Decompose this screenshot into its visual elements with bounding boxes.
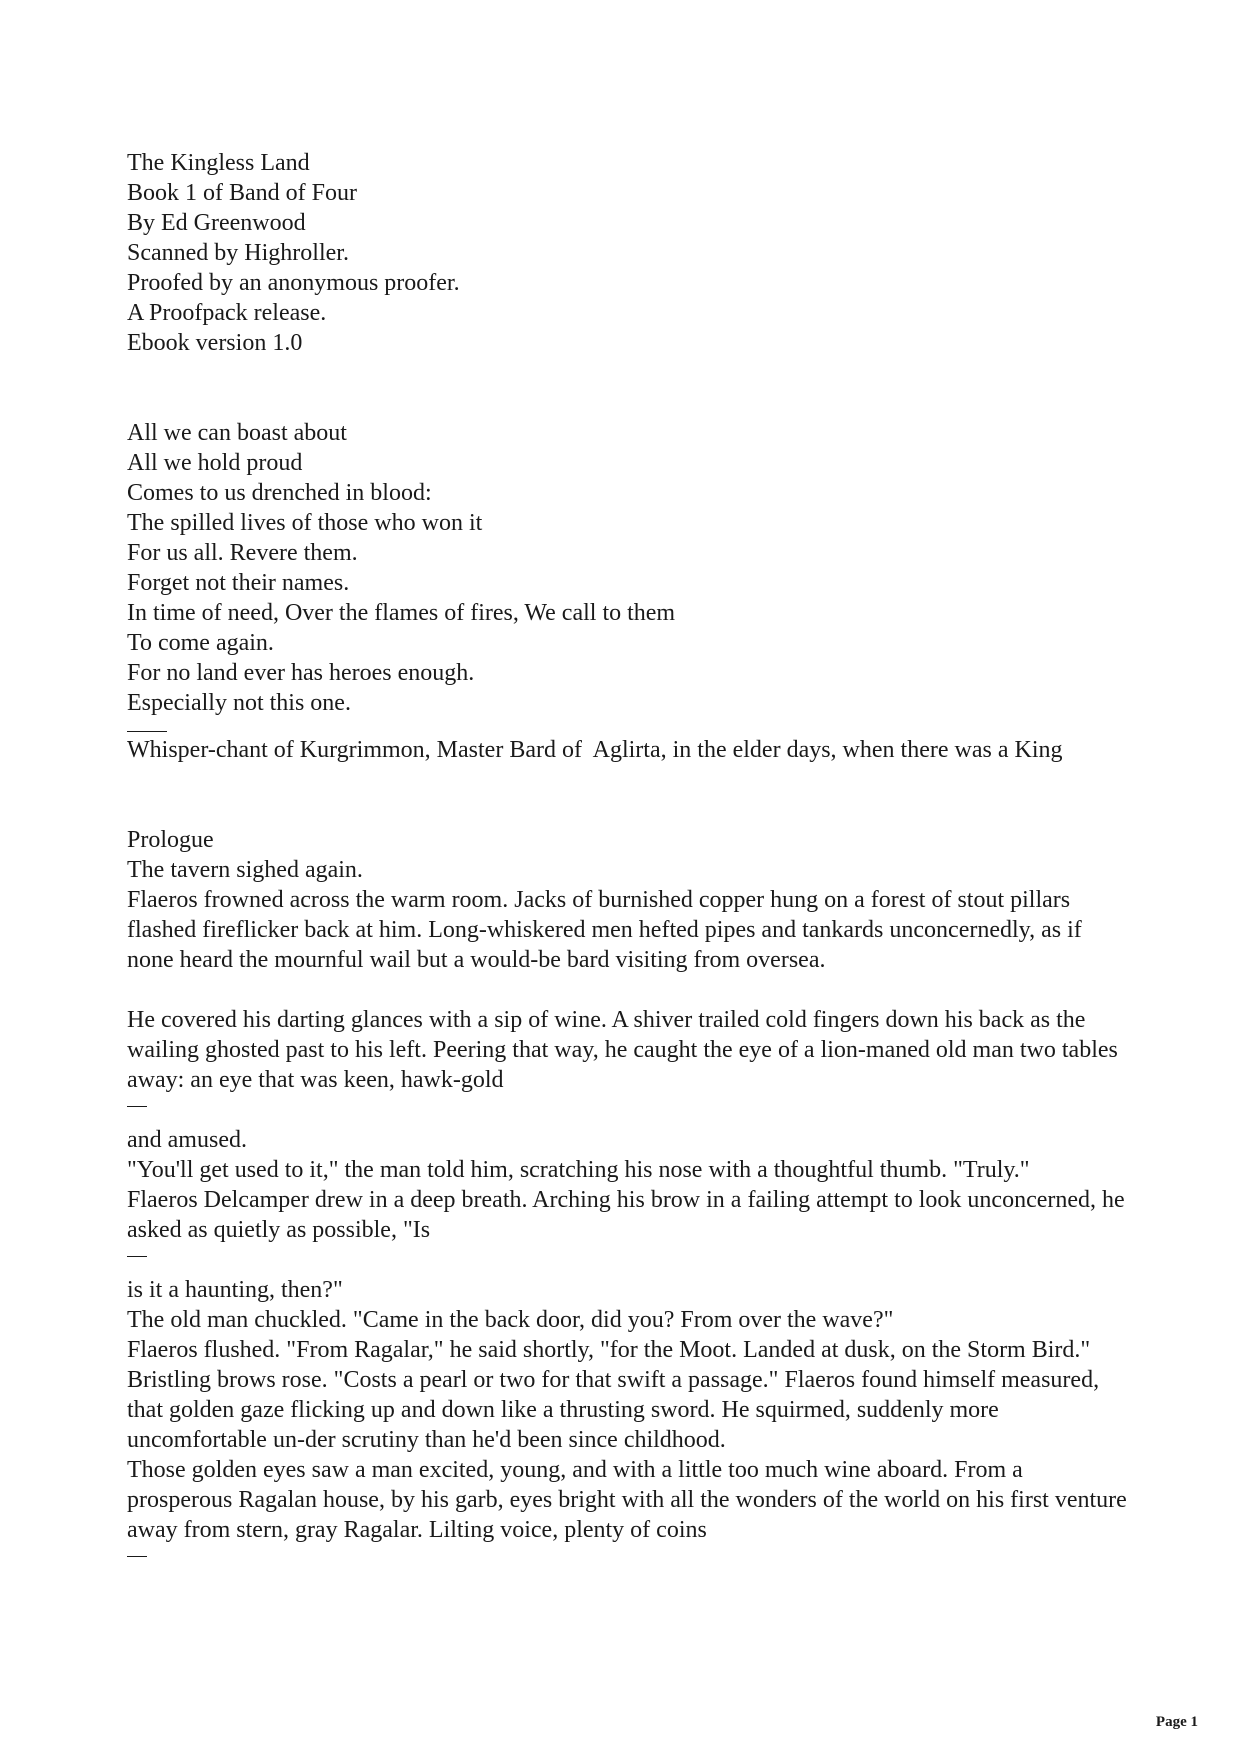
paragraph: Flaeros Delcamper drew in a deep breath. Arching his brow in a failing attempt to look unconcerned, he asked as quietly as possible, "Is bbox=[127, 1187, 1131, 1243]
title-block bbox=[127, 148, 1127, 358]
paragraph: Flaeros flushed. "From Ragalar," he said shortly, "for the Moot. Landed at dusk, on the Storm Bird." bbox=[127, 1337, 1091, 1363]
poem-line: All we hold proud bbox=[127, 450, 303, 476]
em-dash-break bbox=[127, 1545, 1127, 1575]
prologue-heading: Prologue bbox=[127, 827, 214, 853]
paragraph: Bristling brows rose. "Costs a pearl or two for that swift a passage." Flaeros found himself measured, that golden gaze flicking up and down like a thrusting sword. He squirmed, suddenly more uncomfortable un-der scrutiny than he'd been since childhood. bbox=[127, 1367, 1106, 1453]
poem-line: Especially not this one. bbox=[127, 690, 351, 716]
page-body bbox=[127, 148, 1133, 1575]
poem-attribution: Whisper-chant of Kurgrimmon, Master Bard of Aglirta, in the elder days, when there was a King bbox=[127, 737, 1063, 763]
poem-line: To come again. bbox=[127, 630, 274, 656]
epigraph-poem bbox=[127, 418, 1127, 765]
paragraph: He covered his darting glances with a sip of wine. A shiver trailed cold fingers down his back as the wailing ghosted past to his left. Peering that way, he caught the eye of a lion-maned old man two tables away: an eye that was keen, hawk-gold bbox=[127, 1007, 1124, 1093]
scanner-credit: Scanned by Highroller. bbox=[127, 240, 349, 266]
spacer bbox=[127, 765, 1127, 825]
paragraph: is it a haunting, then?" bbox=[127, 1277, 343, 1303]
paragraph-gap bbox=[127, 975, 1127, 1005]
page-number: Page 1 bbox=[1155, 1714, 1198, 1730]
paragraph: The tavern sighed again. bbox=[127, 857, 363, 883]
paragraph: and amused. bbox=[127, 1127, 247, 1153]
paragraph: Those golden eyes saw a man excited, young, and with a little too much wine aboard. From a prosperous Ragalan house, by his garb, eyes bright with all the wonders of the world on his first venture away from stern, gray Ragalar. Lilting voice, plenty of coins bbox=[127, 1457, 1133, 1543]
author-line: By Ed Greenwood bbox=[127, 210, 306, 236]
version-line: Ebook version 1.0 bbox=[127, 330, 303, 356]
poem-line: All we can boast about bbox=[127, 420, 347, 446]
paragraph: Flaeros frowned across the warm room. Jacks of burnished copper hung on a forest of stout pillars flashed fireflicker back at him. Long-whiskered men hefted pipes and tankards unconcernedly, as if none heard the mournful wail but a would-be bard visiting from oversea. bbox=[127, 887, 1088, 973]
em-dash-break bbox=[127, 1245, 1127, 1275]
poem-line: The spilled lives of those who won it bbox=[127, 510, 483, 536]
release-credit: A Proofpack release. bbox=[127, 300, 327, 326]
spacer bbox=[127, 358, 1127, 418]
attribution-rule bbox=[127, 718, 167, 732]
prologue-section bbox=[127, 825, 1133, 1575]
series-line: Book 1 of Band of Four bbox=[127, 180, 357, 206]
paragraph: "You'll get used to it," the man told him, scratching his nose with a thoughtful thumb. "Truly." bbox=[127, 1157, 1030, 1183]
proofer-credit: Proofed by an anonymous proofer. bbox=[127, 270, 460, 296]
book-title: The Kingless Land bbox=[127, 150, 310, 176]
poem-line: For us all. Revere them. bbox=[127, 540, 358, 566]
poem-line: In time of need, Over the flames of fires, We call to them bbox=[127, 600, 676, 626]
em-dash-break bbox=[127, 1095, 1127, 1125]
poem-line: For no land ever has heroes enough. bbox=[127, 660, 475, 686]
paragraph: The old man chuckled. "Came in the back door, did you? From over the wave?" bbox=[127, 1307, 894, 1333]
poem-line: Forget not their names. bbox=[127, 570, 350, 596]
poem-line: Comes to us drenched in blood: bbox=[127, 480, 432, 506]
